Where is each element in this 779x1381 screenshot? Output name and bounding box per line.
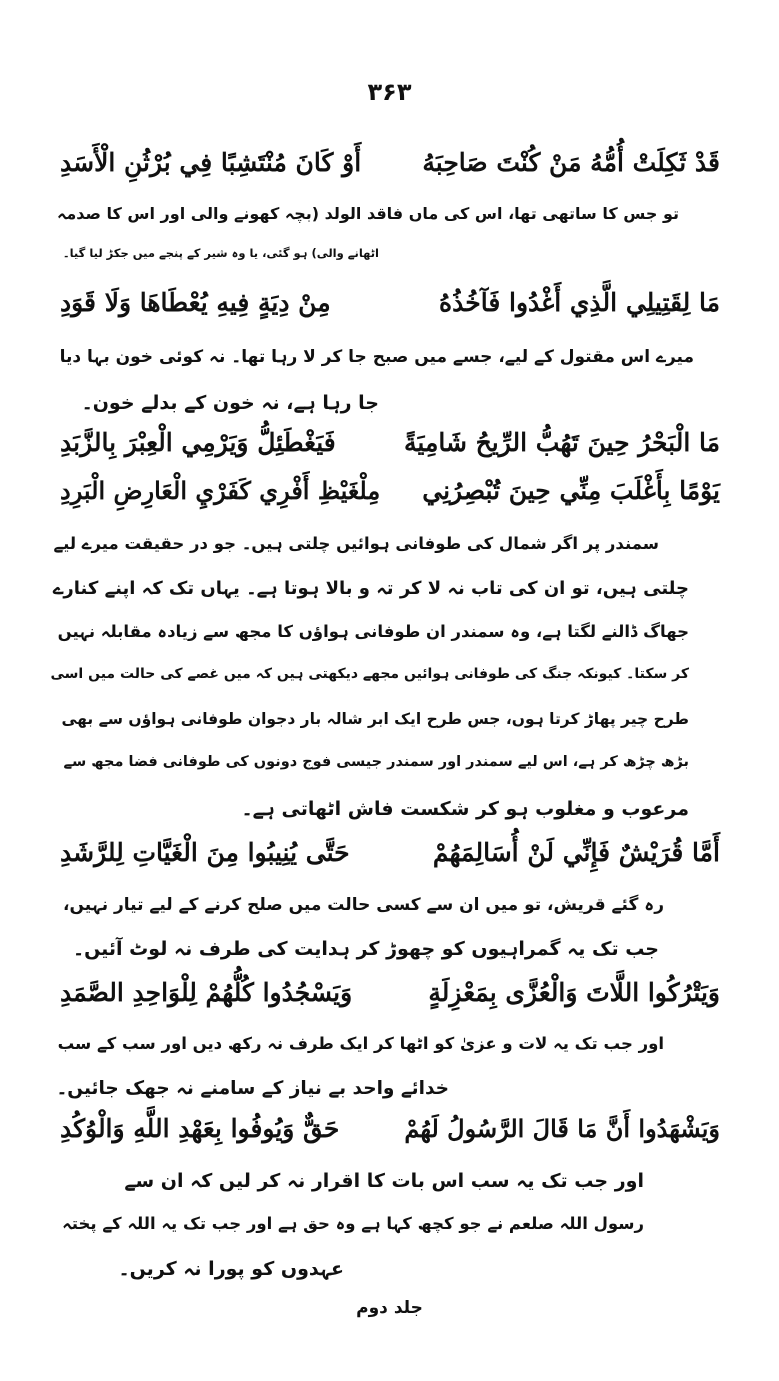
- translation-line: اٹھانے والی) ہو گئی، یا وہ شیر کے پنجے میں جکڑ لیا گیا۔: [62, 246, 379, 260]
- verse-first-hemistich: وَيَتْرُكُوا اللَّاتَ وَالْعُزَّى بِمَعْزِلَةٍ: [428, 978, 720, 1007]
- translation-line: اور جب تک یہ لات و عزیٰ کو اٹھا کر ایک طرف نہ رکھ دیں اور سب کے سب: [57, 1034, 664, 1053]
- translation-line: چلتی ہیں، تو ان کی تاب نہ لا کر تہ و بالا ہوتا ہے۔ یہاں تک کہ اپنے کنارے: [52, 578, 689, 599]
- translation-line: سمندر پر اگر شمال کی طوفانی ہوائیں چلتی ہیں۔ جو در حقیقت میرے لیے: [53, 534, 659, 553]
- translation-line: مرعوب و مغلوب ہو کر شکست فاش اٹھاتی ہے۔: [241, 798, 689, 820]
- translation-line: جب تک یہ گمراہیوں کو چھوڑ کر ہدایت کی طرف نہ لوٹ آئیں۔: [72, 938, 659, 960]
- verse-couplet: [60, 978, 720, 1024]
- verse-couplet: [60, 428, 720, 474]
- translation-line: جھاگ ڈالنے لگتا ہے، وہ سمندر ان طوفانی ہواؤں کا مجھ سے زیادہ مقابلہ نہیں: [57, 622, 689, 641]
- verse-second-hemistich: وَيَسْجُدُوا كُلُّهُمْ لِلْوَاحِدِ الصَّمَدِ: [60, 978, 353, 1007]
- translation-line: خدائے واحد بے نیاز کے سامنے نہ جھک جائیں۔: [56, 1078, 449, 1099]
- translation-line: طرح چیر پھاڑ کرتا ہوں، جس طرح ایک ابر شالہ بار دجوان طوفانی ہواؤں سے بھی: [61, 710, 689, 728]
- verse-second-hemistich: مِلْغَيْظِ أَفْرِي كَفَرْيِ الْعَارِضِ الْبَرِدِ: [60, 476, 381, 505]
- verse-first-hemistich: مَا لِقَتِيلِي الَّذِي أَغْدُوا فَآخُذُهُ: [439, 288, 720, 317]
- verse-first-hemistich: قَدْ ثَكِلَتْ أُمُّهُ مَنْ كُنْتَ صَاحِبَهُ: [422, 148, 720, 177]
- verse-first-hemistich: يَوْمًا بِأَغْلَبَ مِنِّي حِينَ تُبْصِرُنِي: [422, 476, 720, 505]
- verse-second-hemistich: مِنْ دِيَةٍ فِيهِ يُعْطَاهَا وَلَا قَوَدِ: [60, 288, 331, 317]
- verse-couplet: [60, 838, 720, 884]
- verse-couplet: [60, 1114, 720, 1160]
- translation-line: کر سکتا۔ کیونکہ جنگ کی طوفانی ہوائیں مجھے دیکھتی ہیں کہ میں غصے کی حالت میں اسی: [50, 666, 689, 682]
- translation-line: اور جب تک یہ سب اس بات کا اقرار نہ کر لیں کہ ان سے: [124, 1170, 644, 1192]
- verse-couplet: [60, 288, 720, 334]
- verse-first-hemistich: مَا الْبَحْرُ حِينَ تَهُبُّ الرِّيحُ شَامِيَةً: [404, 428, 720, 457]
- translation-line: جا رہا ہے، نہ خون کے بدلے خون۔: [81, 392, 379, 414]
- translation-line: رہ گئے قریش، تو میں ان سے کسی حالت میں صلح کرنے کے لیے تیار نہیں،: [63, 895, 664, 915]
- verse-second-hemistich: فَيَغْطَئِلُّ وَيَرْمِي الْعِبْرَ بِالزَّبَدِ: [60, 428, 336, 457]
- verse-couplet: [60, 148, 720, 194]
- verse-first-hemistich: أَمَّا قُرَيْشٌ فَإِنِّي لَنْ أُسَالِمَهُمْ: [432, 838, 720, 867]
- verse-second-hemistich: حَتَّى يُنِيبُوا مِنَ الْغَيَّاتِ لِلرَّشَدِ: [60, 838, 350, 867]
- translation-line: تو جس کا ساتھی تھا، اس کی ماں فاقد الولد (بچہ کھونے والی اور اس کا صدمہ: [56, 204, 679, 223]
- verse-first-hemistich: وَيَشْهَدُوا أَنَّ مَا قَالَ الرَّسُولُ لَهُمْ: [404, 1114, 720, 1143]
- translation-line: رسول اللہ صلعم نے جو کچھ کہا ہے وہ حق ہے اور جب تک یہ اللہ کے پختہ: [62, 1214, 644, 1233]
- verse-second-hemistich: حَقٌّ وَيُوفُوا بِعَهْدِ اللَّهِ وَالْوُكُدِ: [60, 1114, 340, 1143]
- translation-line: عہدوں کو پورا نہ کریں۔: [118, 1258, 344, 1280]
- verse-second-hemistich: أَوْ كَانَ مُنْتَشِبًا فِي بُرْثُنِ الْأَسَدِ: [60, 148, 362, 177]
- volume-footer: جلد دوم: [356, 1298, 423, 1318]
- translation-line: بڑھ چڑھ کر ہے، اس لیے سمندر اور سمندر جیسی فوج دونوں کی طوفانی فضا مجھ سے: [63, 754, 689, 770]
- verse-couplet: [60, 476, 720, 522]
- page-number: ۳۶۳: [367, 78, 412, 106]
- translation-line: میرے اس مقتول کے لیے، جسے میں صبح جا کر لا رہا تھا۔ نہ کوئی خون بہا دیا: [59, 347, 694, 367]
